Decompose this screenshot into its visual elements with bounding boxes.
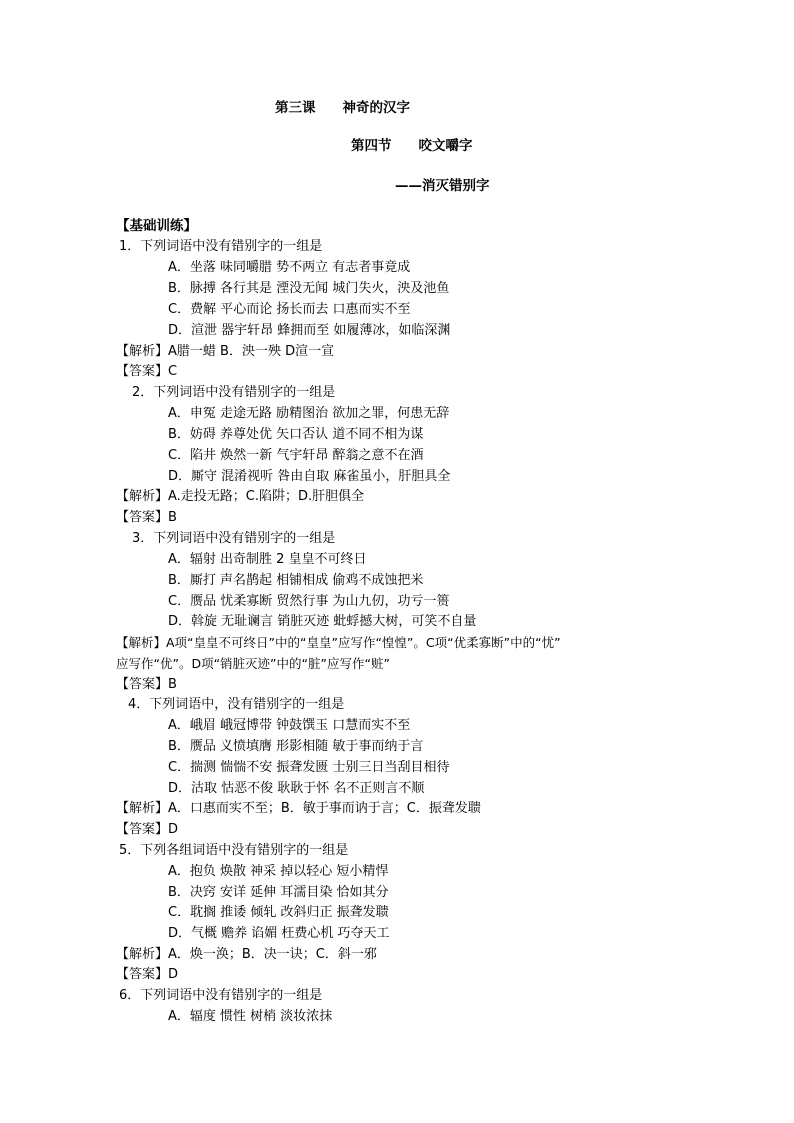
question-option: D．渲泄 器宇轩昂 蜂拥而至 如履薄冰，如临深渊 <box>168 323 451 338</box>
question-stem: 4．下列词语中，没有错别字的一组是 <box>128 697 345 712</box>
question-option: C．耽搁 推诿 倾轧 改斜归正 振聋发聩 <box>168 905 389 920</box>
section-subtitle: ——消灭错别字 <box>395 178 490 194</box>
question-stem: 3．下列词语中没有错别字的一组是 <box>132 531 336 546</box>
question-option: D．沽取 怙恶不俊 耿耿于怀 名不正则言不顺 <box>168 781 425 796</box>
question-stem: 5．下列各组词语中没有错别字的一组是 <box>119 843 349 858</box>
answer-text: 【答案】C <box>116 364 178 379</box>
question-option: C．赝品 忧柔寡断 贸然行事 为山九仞，功亏一篑 <box>168 594 450 609</box>
question-option: D．厮守 混淆视听 咎由自取 麻雀虽小，肝胆具全 <box>168 469 451 484</box>
question-option: B．厮打 声名鹊起 相铺相成 偷鸡不成蚀把米 <box>168 573 424 588</box>
question-option: A．辐射 出奇制胜 2 皇皇不可终日 <box>168 552 367 567</box>
question-option: A．峨眉 峨冠博带 钟鼓馔玉 口慧而实不至 <box>168 718 411 733</box>
question-option: D．斡旋 无耻谰言 销脏灭迹 蚍蜉撼大树，可笑不自量 <box>168 614 477 629</box>
analysis-text: 【解析】A．口惠而实不至；B．敏于事而讷于言；C．振聋发聩 <box>116 801 481 816</box>
analysis-text: 【解析】A.走投无路；C.陷阱；D.肝胆俱全 <box>116 489 365 504</box>
question-option: B．脉搏 各行其是 湮没无闻 城门失火，泱及池鱼 <box>168 281 450 296</box>
question-option: C．费解 平心而论 扬长而去 口惠而实不至 <box>168 302 411 317</box>
question-option: B．赝品 义愤填膺 形影相随 敏于事而纳于言 <box>168 739 424 754</box>
answer-text: 【答案】D <box>116 822 179 837</box>
analysis-text: 【解析】A腊一蜡 B．泱一殃 D渲一宣 <box>116 344 335 359</box>
question-option: C．陷井 焕然一新 气宇轩昂 醉翁之意不在酒 <box>168 448 424 463</box>
analysis-text: 应写作“优”。D项“销脏灭迹”中的“脏”应写作“赃” <box>116 656 390 671</box>
answer-text: 【答案】B <box>116 510 177 525</box>
section-label: 【基础训练】 <box>116 218 197 234</box>
question-option: B．决窍 安详 延伸 耳濡目染 恰如其分 <box>168 885 389 900</box>
question-option: B．妨碍 养尊处优 矢口否认 道不同不相为谋 <box>168 427 424 442</box>
section-title: 第四节 咬文嚼字 <box>351 138 473 154</box>
question-stem: 1．下列词语中没有错别字的一组是 <box>119 239 323 254</box>
question-option: A．抱负 焕散 神采 掉以轻心 短小精悍 <box>168 864 389 879</box>
answer-text: 【答案】D <box>116 967 179 982</box>
question-stem: 6．下列词语中没有错别字的一组是 <box>119 988 323 1003</box>
question-option: A．申冤 走途无路 励精图治 欲加之罪，何患无辞 <box>168 406 450 421</box>
question-option: A．坐落 味同嚼腊 势不两立 有志者事竟成 <box>168 260 411 275</box>
lesson-title: 第三课 神奇的汉字 <box>275 100 410 116</box>
answer-text: 【答案】B <box>116 677 177 692</box>
question-option: A．辐度 惯性 树梢 淡妆浓抹 <box>168 1009 333 1024</box>
question-stem: 2．下列词语中没有错别字的一组是 <box>132 385 336 400</box>
question-option: C．揣测 惴惴不安 振聋发匮 士别三日当刮目相待 <box>168 760 450 775</box>
question-option: D．气概 赡养 谄媚 枉费心机 巧夺天工 <box>168 926 390 941</box>
analysis-text: 【解析】A项“皇皇不可终日”中的“皇皇”应写作“惶惶”。C项“优柔寡断”中的“忧” <box>116 635 561 650</box>
analysis-text: 【解析】A．焕一涣；B．决一诀；C．斜一邪 <box>116 947 377 962</box>
